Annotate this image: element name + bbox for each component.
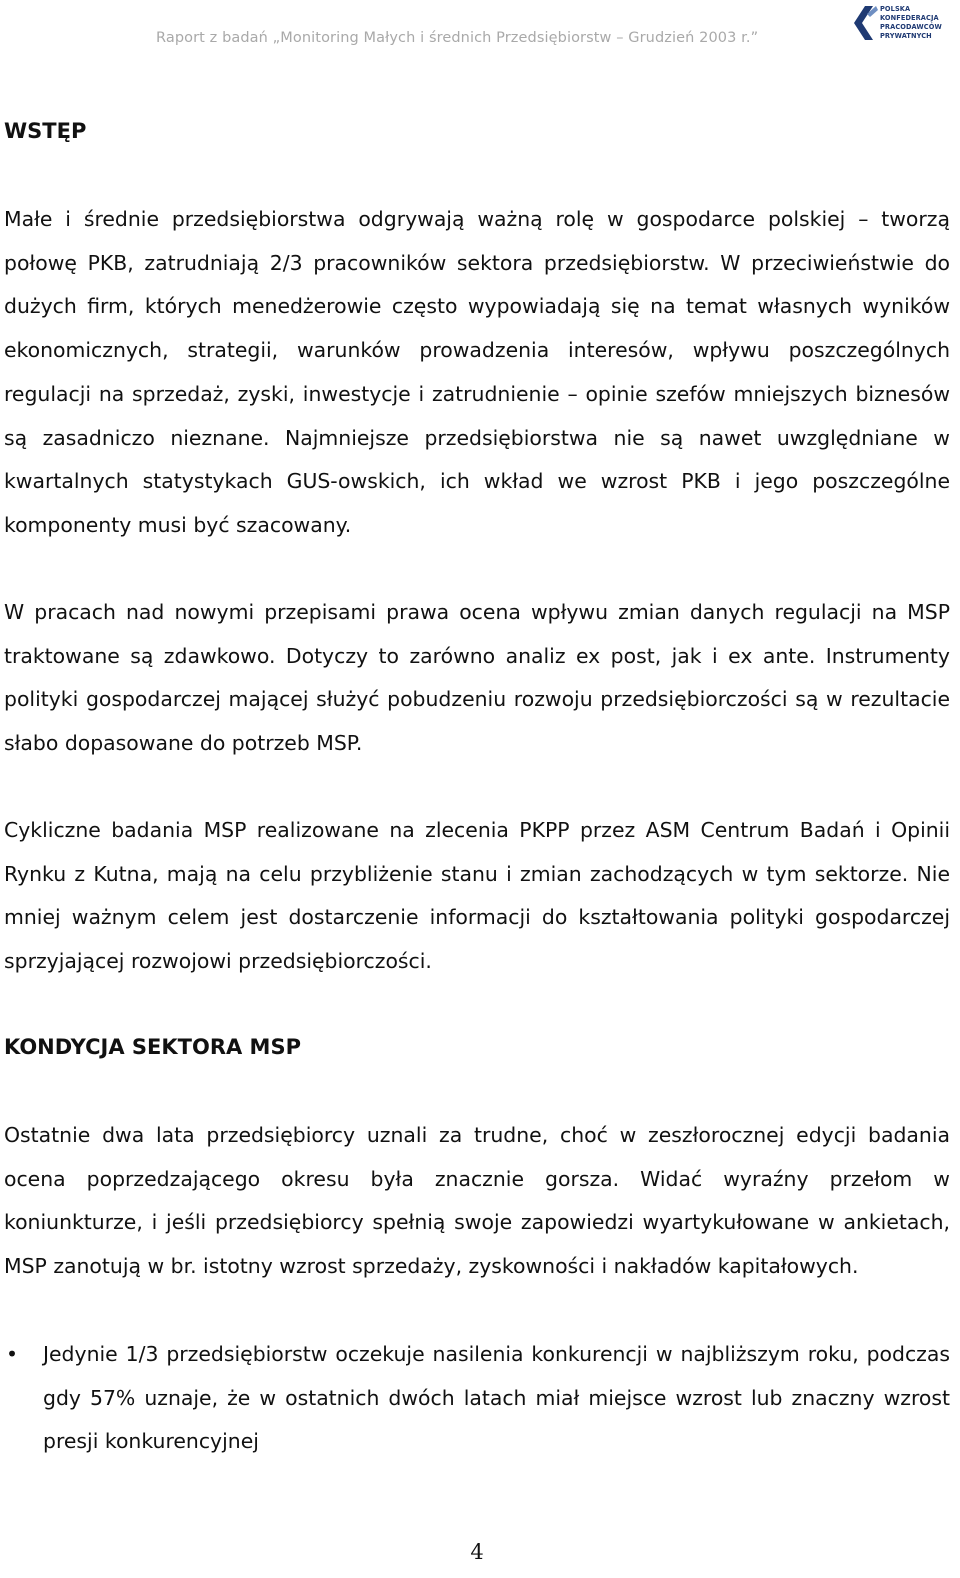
page-header [0,0,960,60]
bullet-icon: • [6,1342,19,1366]
section-heading-condition: KONDYCJA SEKTORA MSP [4,1035,301,1059]
logo-line: KONFEDERACJA [880,14,939,22]
section-heading-intro: WSTĘP [4,119,87,143]
logo-line: POLSKA [880,5,911,13]
intro-paragraph-2: W pracach nad nowymi przepisami prawa ocena wpływu zmian danych regulacji na MSP traktowane są zdawkowo. Dotyczy to zarówno analiz ex post, jak i ex ante. Instrumenty polityki gospodarczej mającej służyć pobudzeniu rozwoju przedsiębiorczości są w rezultacie słabo dopasowane do potrzeb MSP. [4,600,950,756]
bullet-text: Jedynie 1/3 przedsiębiorstw oczekuje nasilenia konkurencji w najbliższym roku, podczas gdy 57% uznaje, że w ostatnich dwóch latach miał miejsce wzrost lub znaczny wzrost presji konkurencyjnej [43,1342,950,1454]
list-item [4,1333,950,1464]
logo-line: PRACODAWCÓW [880,23,942,31]
intro-paragraph-3: Cykliczne badania MSP realizowane na zlecenia PKPP przez ASM Centrum Badań i Opinii Rynku z Kutna, mają na celu przybliżenie stanu i zmian zachodzących w tym sektorze. Nie mniej ważnym celem jest dostarczenie informacji do kształtowania polityki gospodarczej sprzyjającej rozwojowi przedsiębiorczości. [4,818,950,974]
report-title: Raport z badań „Monitoring Małych i średnich Przedsiębiorstw – Grudzień 2003 r.” [156,30,759,46]
page-number: 4 [470,1540,484,1564]
pkpp-logo [852,4,952,44]
logo-line: PRYWATNYCH [880,32,932,40]
logo-text [880,5,952,41]
pkpp-logo-icon [852,4,878,42]
intro-paragraph-1: Małe i średnie przedsiębiorstwa odgrywają ważną rolę w gospodarce polskiej – tworzą połowę PKB, zatrudniają 2/3 pracowników sektora przedsiębiorstw. W przeciwieństwie do dużych firm, których menedżerowie często wypowiadają się na temat własnych wyników ekonomicznych, strategii, warunków prowadzenia interesów, wpływu poszczególnych regulacji na sprzedaż, zyski, inwestycje i zatrudnienie – opinie szefów mniejszych biznesów są zasadniczo nieznane. Najmniejsze przedsiębiorstwa nie są nawet uwzględniane w kwartalnych statystykach GUS-owskich, ich wkład we wzrost PKB i jego poszczególne komponenty musi być szacowany. [4,207,950,537]
condition-paragraph: Ostatnie dwa lata przedsiębiorcy uznali za trudne, choć w zeszłorocznej edycji badania ocena poprzedzającego okresu była znacznie gorsza. Widać wyraźny przełom w koniunkturze, i jeśli przedsiębiorcy spełnią swoje zapowiedzi wyartykułowane w ankietach, MSP zanotują w br. istotny wzrost sprzedaży, zyskowności i nakładów kapitałowych. [4,1123,950,1279]
bullet-list [4,1333,950,1464]
